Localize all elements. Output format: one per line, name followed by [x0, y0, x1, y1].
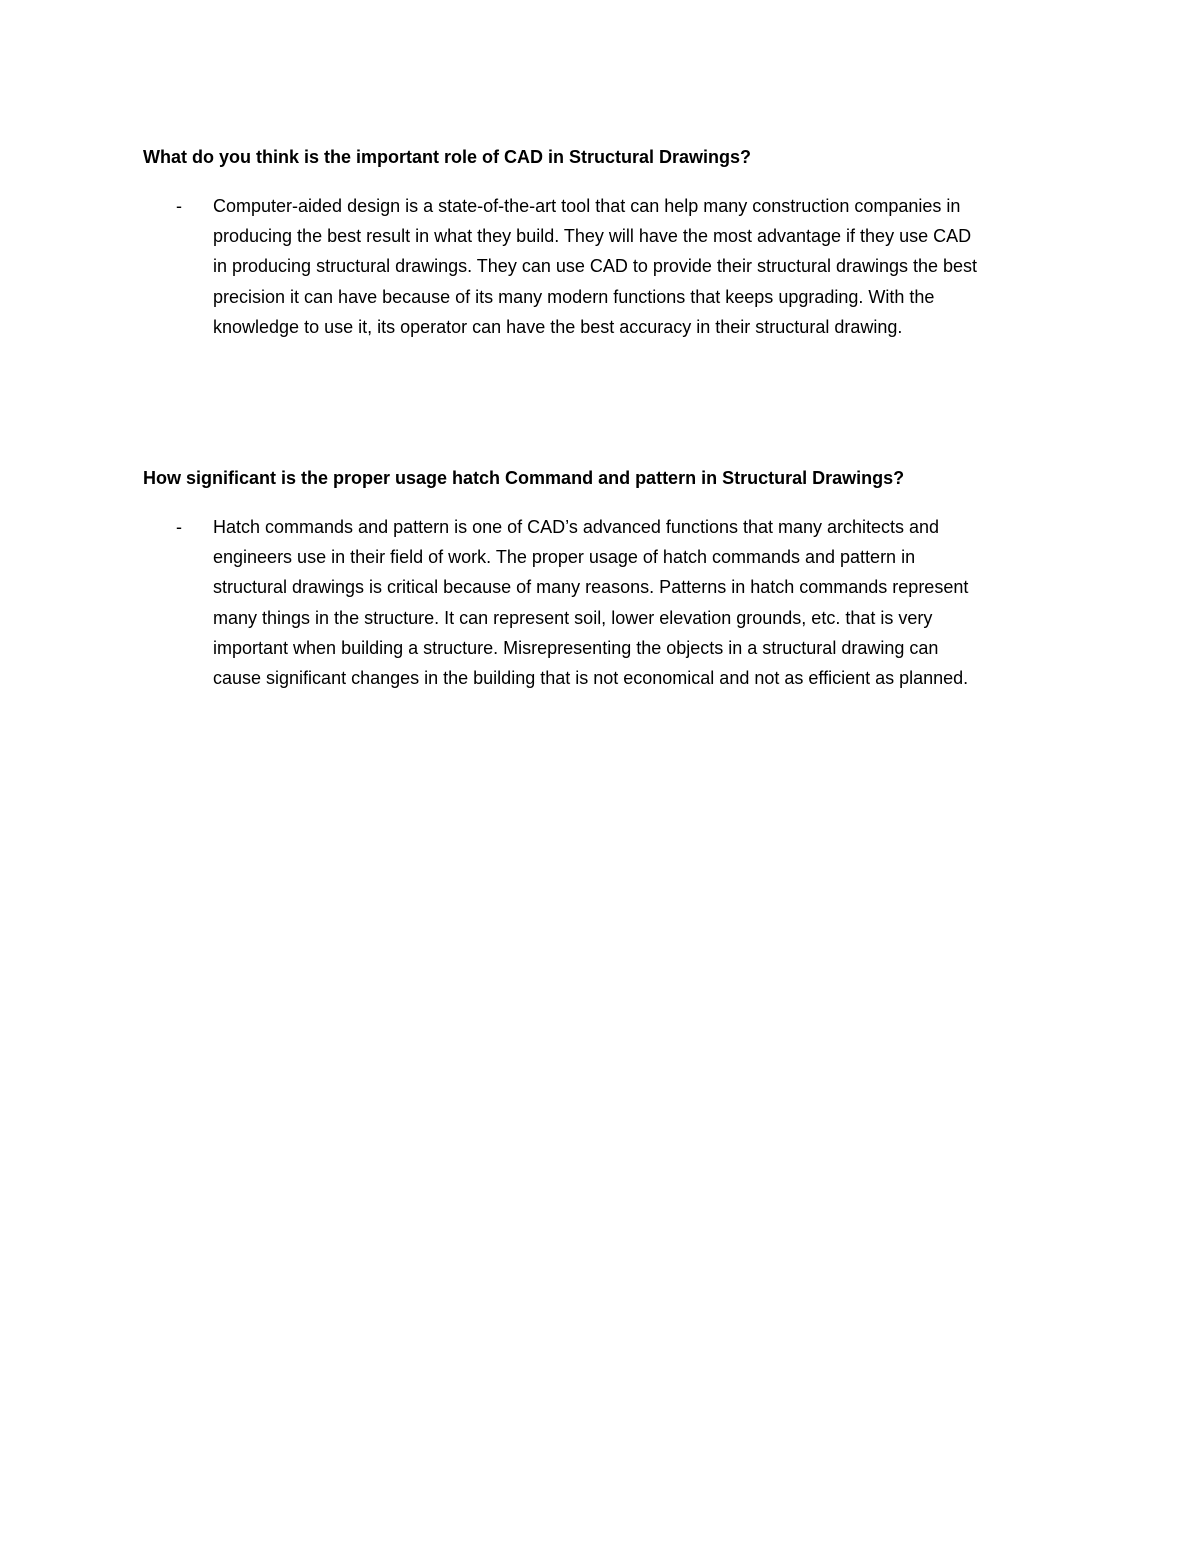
answer-line: knowledge to use it, its operator can have the best accuracy in their structural drawing. — [213, 316, 903, 337]
answer-line: Hatch commands and pattern is one of CAD’s advanced functions that many architects and — [213, 517, 940, 537]
answer-line: many things in the structure. It can represent soil, lower elevation grounds, etc. that is very — [213, 607, 933, 628]
answer-line: in producing structural drawings. They can use CAD to provide their structural drawings the best — [213, 256, 978, 277]
question-heading-2: How significant is the proper usage hatch Command and pattern in Structural Drawings? — [143, 468, 905, 488]
answer-block-1 — [143, 191, 1063, 342]
answer-line: important when building a structure. Misrepresenting the objects in a structural drawing can — [213, 637, 939, 658]
answer-line: Computer-aided design is a state-of-the-art tool that can help many construction companies in — [213, 196, 961, 216]
answer-line: producing the best result in what they build. They will have the most advantage if they use CAD — [213, 226, 972, 247]
answer-line: structural drawings is critical because of many reasons. Patterns in hatch commands represent — [213, 577, 969, 598]
answer-line: precision it can have because of its many modern functions that keeps upgrading. With the — [213, 286, 935, 307]
answer-block-2 — [143, 512, 1063, 693]
question-heading-1: What do you think is the important role of CAD in Structural Drawings? — [143, 147, 752, 167]
answer-text-2 — [213, 512, 1063, 693]
answer-line: engineers use in their field of work. The proper usage of hatch commands and pattern in — [213, 547, 916, 568]
bullet-dash: - — [176, 196, 182, 216]
bullet-dash: - — [176, 517, 182, 537]
answer-line: cause significant changes in the building that is not economical and not as efficient as planned. — [213, 668, 969, 689]
answer-text-1 — [213, 191, 1063, 342]
